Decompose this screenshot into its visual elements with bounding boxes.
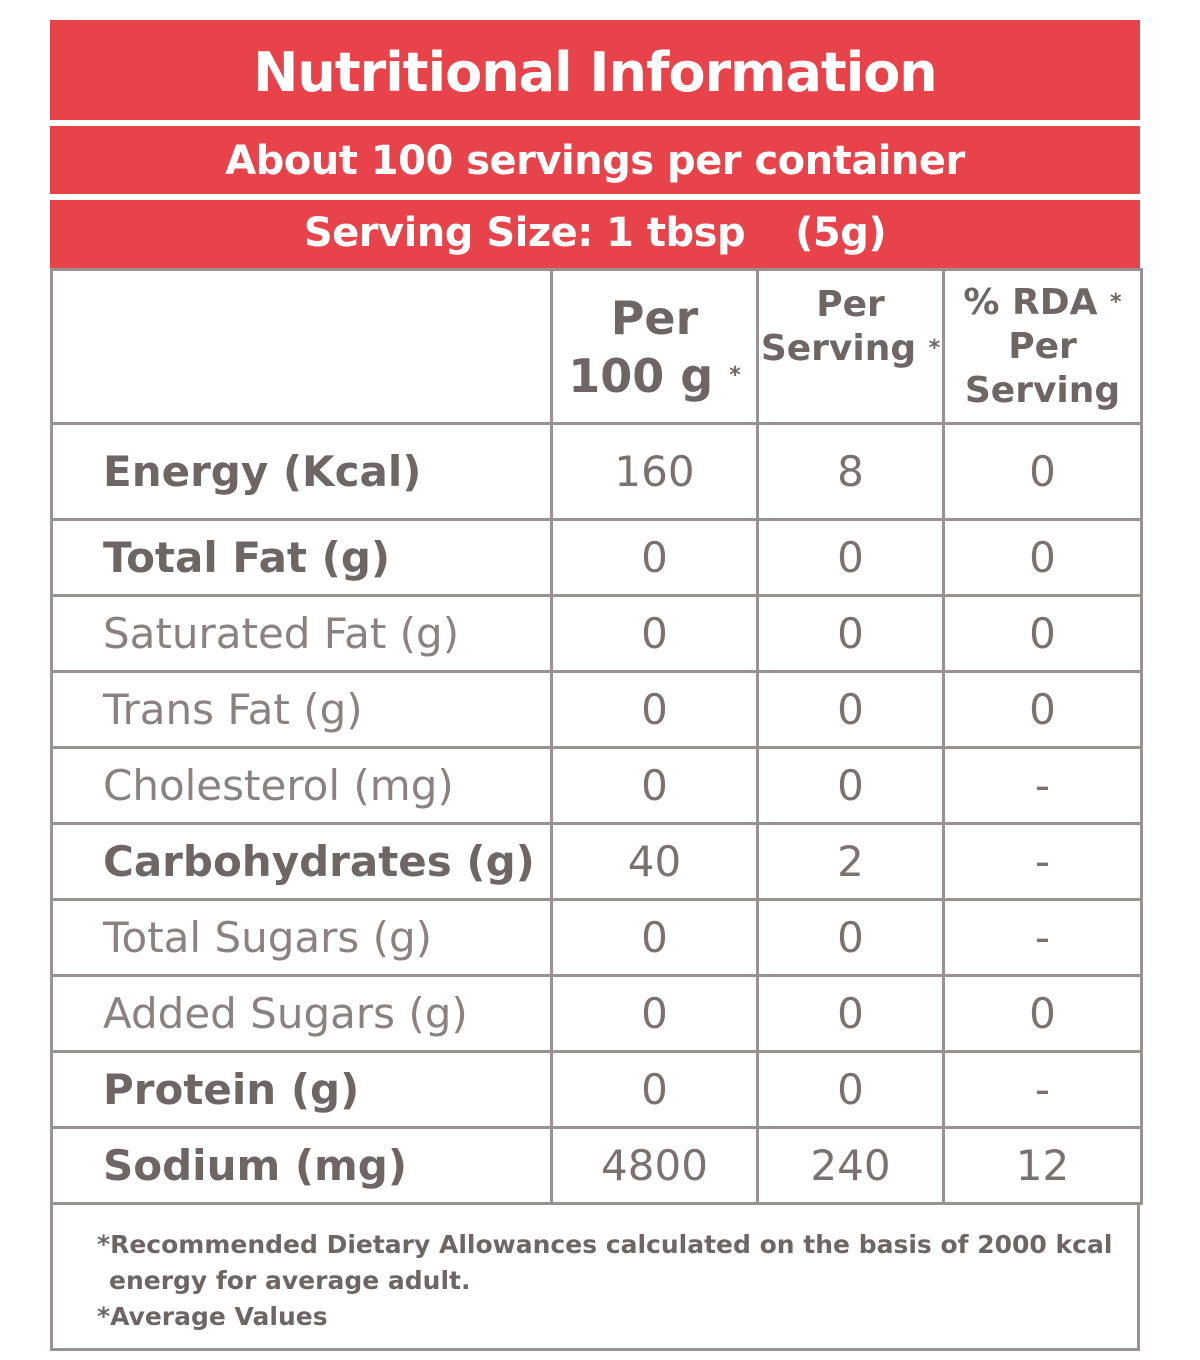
per-serving-value: 0 [758, 672, 944, 748]
table-row [52, 1052, 1142, 1128]
per-serving-value: 240 [758, 1128, 944, 1204]
serving-size-label: Serving Size: 1 tbsp [303, 210, 746, 256]
table-row [52, 424, 1142, 520]
serving-size [50, 200, 1140, 268]
rda-value: - [944, 748, 1142, 824]
rda-value: - [944, 900, 1142, 976]
table-row [52, 672, 1142, 748]
nutrient-name: Total Fat (g) [52, 520, 552, 596]
nutrient-name: Protein (g) [52, 1052, 552, 1128]
footnote-average-values: *Average Values [97, 1302, 328, 1331]
rda-value: 0 [944, 672, 1142, 748]
table-row [52, 748, 1142, 824]
nutrient-name: Energy (Kcal) [52, 424, 552, 520]
per-serving-value: 0 [758, 748, 944, 824]
per-100g-value: 0 [552, 596, 758, 672]
nutrient-name: Added Sugars (g) [52, 976, 552, 1052]
per-100g-value: 0 [552, 748, 758, 824]
nutrition-table [50, 268, 1143, 1205]
nutrient-name: Saturated Fat (g) [52, 596, 552, 672]
asterisk: * [729, 362, 741, 388]
footnote-rda-line2: energy for average adult. [109, 1266, 471, 1295]
table-row [52, 1128, 1142, 1204]
per-serving-line1: Per [816, 283, 885, 325]
servings-per-container: About 100 servings per container [50, 126, 1140, 200]
label-title: Nutritional Information [50, 20, 1140, 126]
rda-line1: % RDA [963, 281, 1098, 323]
per-100g-line1: Per [610, 290, 699, 345]
rda-value: 0 [944, 520, 1142, 596]
table-row [52, 520, 1142, 596]
nutrient-name: Carbohydrates (g) [52, 824, 552, 900]
rda-value: - [944, 824, 1142, 900]
table-header-row [52, 270, 1142, 424]
per-serving-line2: Serving [760, 327, 917, 369]
nutrient-name: Total Sugars (g) [52, 900, 552, 976]
rda-value: 0 [944, 424, 1142, 520]
per-100g-header [552, 270, 758, 424]
per-100g-line2: 100 g [568, 348, 714, 403]
per-100g-value: 0 [552, 1052, 758, 1128]
per-100g-value: 0 [552, 976, 758, 1052]
per-serving-value: 2 [758, 824, 944, 900]
per-serving-value: 0 [758, 596, 944, 672]
per-100g-value: 40 [552, 824, 758, 900]
asterisk: * [1110, 289, 1122, 315]
table-row [52, 596, 1142, 672]
per-100g-value: 0 [552, 520, 758, 596]
rda-value: 0 [944, 596, 1142, 672]
rda-line2: Per [1008, 325, 1077, 367]
table-row [52, 900, 1142, 976]
rda-header [944, 270, 1142, 424]
serving-size-weight: (5g) [795, 210, 887, 256]
nutrition-label [50, 20, 1140, 1351]
per-100g-value: 160 [552, 424, 758, 520]
rda-value: 0 [944, 976, 1142, 1052]
nutrient-name: Sodium (mg) [52, 1128, 552, 1204]
nutrient-name: Trans Fat (g) [52, 672, 552, 748]
per-100g-value: 0 [552, 900, 758, 976]
asterisk: * [928, 335, 941, 361]
footnote-rda-line1: *Recommended Dietary Allowances calculated on the basis of 2000 kcal [97, 1230, 1113, 1259]
per-serving-value: 8 [758, 424, 944, 520]
per-serving-value: 0 [758, 976, 944, 1052]
nutrient-name: Cholesterol (mg) [52, 748, 552, 824]
rda-value: - [944, 1052, 1142, 1128]
table-row [52, 824, 1142, 900]
per-serving-header [758, 270, 944, 424]
rda-value: 12 [944, 1128, 1142, 1204]
table-row [52, 976, 1142, 1052]
rda-line3: Serving [964, 369, 1121, 411]
per-100g-value: 0 [552, 672, 758, 748]
per-serving-value: 0 [758, 900, 944, 976]
per-100g-value: 4800 [552, 1128, 758, 1204]
nutrient-header-blank [52, 270, 552, 424]
per-serving-value: 0 [758, 520, 944, 596]
footnote [50, 1205, 1140, 1351]
per-serving-value: 0 [758, 1052, 944, 1128]
